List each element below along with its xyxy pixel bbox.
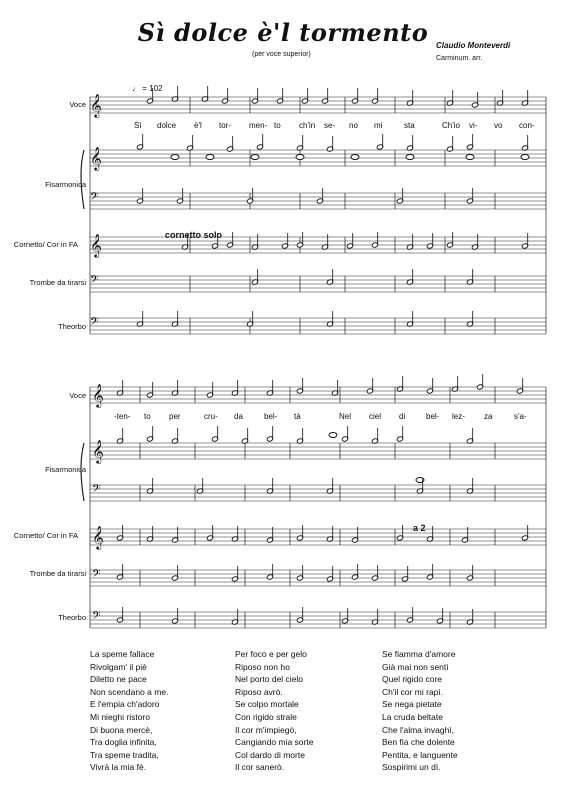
verse-column-1 — [90, 648, 168, 774]
staff-label-cornetto-1: Cornetto/ Cor in FA — [13, 240, 78, 249]
lyric2-syllable: bel- — [264, 412, 278, 421]
staff-label-voce-2: Voce — [69, 391, 86, 400]
verse-line: Tra speme tradita, — [90, 749, 159, 760]
whole-note — [466, 155, 474, 160]
whole-note — [406, 155, 414, 160]
verse-line: Mi nieghi ristoro — [90, 711, 150, 722]
verse-line: Se nega pietate — [382, 699, 442, 710]
verse-line: Diletto ne pace — [90, 674, 147, 685]
verse-line: Ben fia che dolente — [382, 737, 455, 748]
verse-line: Rivolgam' il piè — [90, 661, 147, 672]
lyric1-syllable: no — [349, 121, 358, 130]
staff-label-cornetto-2: Cornetto/ Cor in FA — [13, 531, 78, 540]
whole-note — [251, 155, 259, 160]
lyric2-syllable: da — [234, 412, 243, 421]
staff-label-fisarmonica-2: Fisarmonica — [45, 465, 86, 474]
staff-theo-2 — [90, 612, 546, 628]
a2-annotation: a 2 — [413, 523, 426, 533]
lyric1-syllable: se- — [324, 121, 336, 130]
verse-line: Non scendano a me. — [90, 686, 169, 697]
bass-clef: 𝄢 — [92, 610, 101, 625]
lyric2-syllable: to — [144, 412, 151, 421]
staff-label-fisarmonica-1: Fisarmonica — [45, 180, 86, 189]
bass-clef: 𝄢 — [90, 316, 99, 331]
lyric1-syllable: mi — [374, 121, 383, 130]
bass-clef: 𝄢 — [92, 483, 101, 498]
verse-line: Cangiando mia sorte — [235, 737, 314, 748]
verse-line: Vivrà la mia fè. — [90, 762, 147, 773]
whole-note — [206, 155, 214, 160]
tempo-marking: ♩ = 102 — [132, 84, 163, 93]
verse-line: Se colpo mortale — [235, 699, 299, 710]
treble-clef: 𝄞 — [90, 93, 102, 117]
treble-clef: 𝄞 — [92, 383, 104, 407]
verse-column-3 — [382, 648, 458, 774]
lyric2-syllable: di — [399, 412, 406, 421]
lyric1-syllable: sta — [404, 121, 415, 130]
lyric1-syllable: men- — [249, 121, 268, 130]
bass-clef: 𝄢 — [90, 191, 99, 206]
staff-fisaR-1 — [90, 150, 546, 166]
bass-clef: 𝄢 — [90, 274, 99, 289]
lyric1-syllable: Sì — [134, 121, 142, 130]
whole-note — [296, 155, 304, 160]
lyric2-syllable: -ten- — [114, 412, 131, 421]
verse-line: Ch'il cor mi rapì. — [382, 686, 444, 697]
staff-label-theorbo-1: Theorbo — [58, 322, 86, 331]
staff-trom-2 — [90, 570, 546, 586]
lyric2-syllable: per — [169, 412, 181, 421]
lyric1-syllable: Ch'io — [442, 121, 460, 130]
lyric1-syllable: ch'in — [299, 121, 316, 130]
lyric2-syllable: s'a- — [514, 412, 527, 421]
song-subtitle: (per voce superior) — [252, 51, 311, 58]
bass-clef: 𝄢 — [92, 568, 101, 583]
cornetto-solo-annotation: cornetto solo — [165, 230, 223, 240]
lyric2-syllable: cru- — [204, 412, 218, 421]
staff-corn-2 — [90, 529, 546, 545]
treble-clef: 𝄞 — [90, 233, 102, 257]
verse-line: E l'empia ch'adoro — [90, 699, 160, 710]
verse-line: Nel porto del cielo — [235, 674, 304, 685]
verse-line: Pentita, e languente — [382, 749, 458, 760]
lyric1-syllable: to — [274, 121, 281, 130]
verse-line: Di buona mercè, — [90, 724, 153, 735]
whole-note — [171, 155, 179, 160]
composer-name: Claudio Monteverdi — [436, 41, 511, 50]
verse-line: Che l'alma invaghì, — [382, 724, 455, 735]
verse-line: Sospirimi un dì. — [382, 762, 441, 773]
staff-fisaL-2 — [90, 485, 546, 501]
lyric2-syllable: lez- — [452, 412, 465, 421]
verse-line: Tra doglia infinita, — [90, 737, 157, 748]
verse-line: La speme fallace — [90, 649, 155, 659]
treble-clef: 𝄞 — [92, 439, 104, 463]
lyric1-syllable: tor- — [219, 121, 231, 130]
fisarmonica-brace-2 — [81, 443, 84, 501]
lyric2-syllable: tà — [294, 412, 301, 421]
staff-fisaR-2 — [90, 443, 546, 459]
lyric1-syllable: vi- — [469, 121, 478, 130]
lyric2-syllable: ciel — [369, 412, 382, 421]
lyric2-syllable: bel- — [426, 412, 440, 421]
staff-label-theorbo-2: Theorbo — [58, 613, 86, 622]
whole-note — [351, 155, 359, 160]
lyric2-syllable: Nel — [339, 412, 352, 421]
verse-line: Per foco e per gelo — [235, 649, 307, 659]
treble-clef: 𝄞 — [90, 146, 102, 170]
arranger-credit: Carminum. arr. — [436, 55, 483, 62]
verse-line: Riposo non ho — [235, 661, 290, 672]
verse-line: Con rigido strale — [235, 711, 297, 722]
lyric1-syllable: vo — [494, 121, 503, 130]
song-title: Sì dolce è'l tormento — [137, 18, 429, 47]
verse-line: Il cor sanerò. — [235, 762, 285, 773]
staff-label-voce-1: Voce — [69, 100, 86, 109]
lyric1-syllable: dolce — [157, 121, 177, 130]
treble-clef: 𝄞 — [92, 525, 104, 549]
staff-theo-1 — [90, 318, 546, 334]
staff-label-trombe-1: Trombe da tirarsi — [29, 278, 86, 287]
verse-line: Quel rigido core — [382, 674, 443, 685]
verse-line: Già mai non sentì — [382, 661, 449, 672]
whole-note — [521, 155, 529, 160]
verse-column-2 — [235, 648, 313, 774]
verse-line: La cruda beltate — [382, 711, 443, 722]
staff-label-trombe-2: Trombe da tirarsi — [29, 569, 86, 578]
whole-note — [329, 433, 337, 438]
staff-trom-1 — [90, 276, 546, 292]
lyric2-syllable: za — [484, 412, 493, 421]
lyric1-syllable: è'l — [194, 121, 202, 130]
verse-line: Riposo avrò. — [235, 686, 283, 697]
verse-line: Se fiamma d'amore — [382, 649, 456, 659]
verse-line: Col dardo di morte — [235, 749, 305, 760]
lyric1-syllable: con- — [519, 121, 535, 130]
verse-line: Il cor m'impiegò, — [235, 724, 297, 735]
fisarmonica-brace-1 — [81, 150, 84, 209]
